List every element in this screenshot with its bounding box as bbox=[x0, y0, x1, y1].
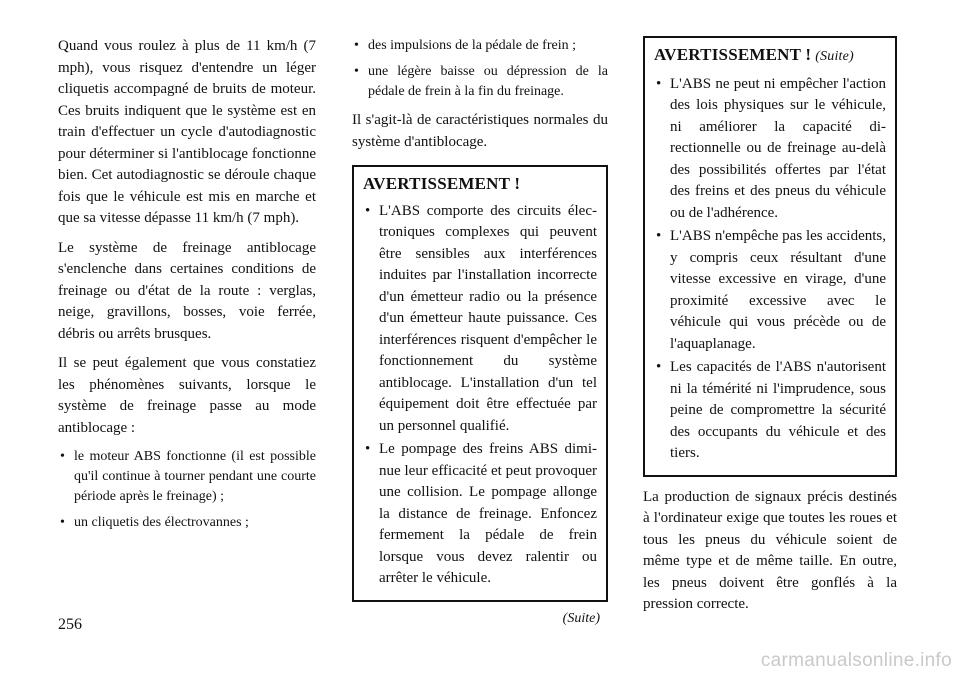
paragraph-abs-conditions: Le système de freinage antiblocage s'enclenche dans certaines conditions de freinage ou d'état de la route : verglas, neige, gravillons, bosses, voie ferrée, débris ou arrêts brusques. bbox=[58, 239, 316, 342]
warning-title: AVERTISSEMENT ! (Suite) bbox=[654, 45, 854, 64]
warning-continued-label: (Suite) bbox=[815, 49, 854, 64]
paragraph-tire-signals: La production de signaux précis destinés à l'ordinateur exige que toutes les roues et tous les pneus du véhicule soient de même type et de même taille. En outre, les pneus doivent être gonflés à la pression correcte. bbox=[643, 488, 897, 612]
paragraph-phenomena-intro: Il se peut également que vous constatiez les phénomènes suivants, lorsque le système de freinage passe au mode antiblocage : bbox=[58, 355, 316, 436]
list-item: • des impulsions de la pédale de frein ; bbox=[352, 36, 608, 56]
list-item: • le moteur ABS fonctionne (il est possible qu'il continue à tourner pendant une courte période après le freinage) ; bbox=[58, 447, 316, 507]
page-number: 256 bbox=[58, 616, 82, 633]
warning-item: • L'ABS n'empêche pas les accidents, y compris ceux résultant d'une vitesse excessive en virage, d'une proximité excessive avec le véhicule qui vous précède ou de l'aquaplanage. bbox=[654, 226, 886, 355]
phenomena-list-continued bbox=[352, 36, 608, 102]
list-item: • un cliquetis des électrovannes ; bbox=[58, 513, 316, 533]
warning-item: • L'ABS ne peut ni empêcher l'action des lois physiques sur le véhicule, ni améliorer la capacité directionnelle ou de freinage au-delà des possibilités offertes par l'état des freins et des pneus du véhicule ou de l'adhérence. bbox=[654, 74, 886, 225]
warning-list bbox=[654, 74, 886, 465]
column-left bbox=[58, 36, 316, 541]
paragraph-abs-noise: Quand vous roulez à plus de 11 km/h (7 mph), vous risquez d'entendre un léger cliquetis accompagné de bruits de moteur. Ces bruits indiquent que le système est en train d'effectuer un cycle d'autodiagnostic pour déterminer si l'antiblocage fonctionne bien. Cet autodiagnostic se déroule chaque fois que le véhicule est mis en marche et que sa vitesse dépasse 11 km/h (7 mph). bbox=[58, 38, 316, 226]
watermark-logo: carmanualsonline.info bbox=[760, 650, 952, 671]
phenomena-list bbox=[58, 447, 316, 533]
warning-list bbox=[363, 201, 597, 590]
warning-item: • Le pompage des freins ABS diminue leur efficacité et peut provoquer une collision. Le pompage allonge la distance de freinage. Enfoncez fermement la pédale de frein lorsque vous devez ralentir ou arrêter le véhicule. bbox=[363, 439, 597, 590]
list-item: • une légère baisse ou dépression de la pédale de frein à la fin du freinage. bbox=[352, 62, 608, 102]
warning-box bbox=[352, 165, 608, 602]
warning-box-continued bbox=[643, 36, 897, 477]
warning-item: • Les capacités de l'ABS n'autorisent ni la témérité ni l'imprudence, sous peine de compromettre la sécurité des occupants du véhicule et des tiers. bbox=[654, 357, 886, 465]
continued-label: (Suite) bbox=[562, 610, 600, 626]
paragraph-normal-characteristics: Il s'agit-là de caractéristiques normales du système d'antiblocage. bbox=[352, 112, 608, 150]
column-middle bbox=[352, 36, 608, 629]
column-right bbox=[643, 36, 897, 624]
warning-item: • L'ABS comporte des circuits électroniques complexes qui peuvent être sensibles aux interférences induites par l'installation incorrecte d'un émetteur radio ou la présence d'un émetteur haute puissance. Ces interférences risquent d'empêcher le fonctionnement du système antiblocage. L'installation d'un tel équipement doit être effectuée par un personnel qualifié. bbox=[363, 201, 597, 438]
warning-title: AVERTISSEMENT ! bbox=[363, 174, 521, 193]
